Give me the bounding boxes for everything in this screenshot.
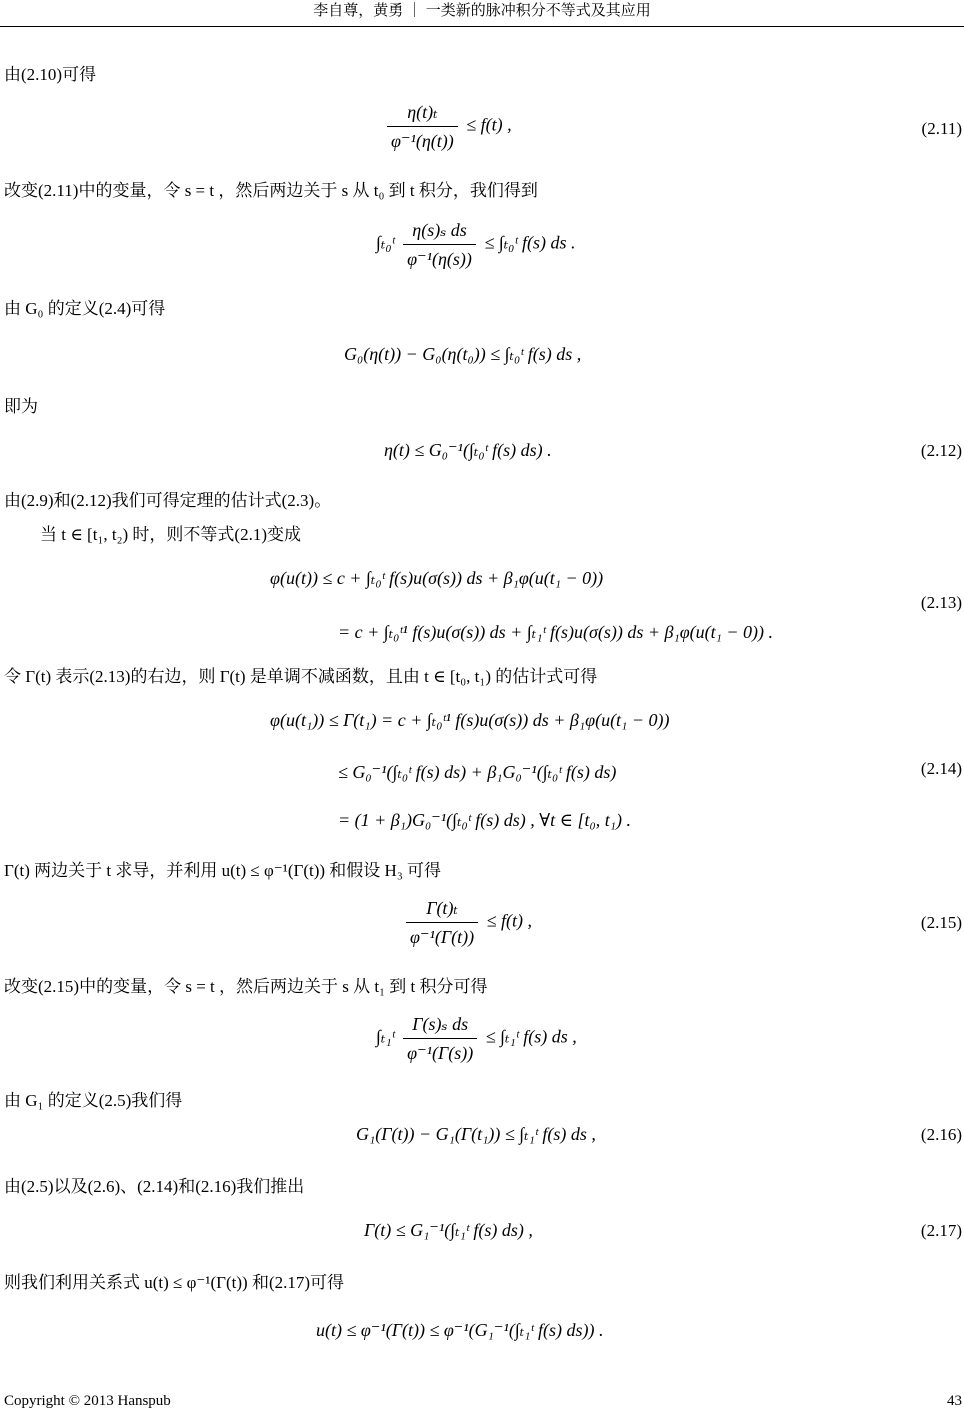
denominator: φ⁻¹(Γ(s))	[407, 1043, 474, 1063]
integral-sign: ∫ₜ₀ᵗ	[376, 232, 395, 253]
para-line-8: Γ(t) 两边关于 t 求导，并利用 u(t) ≤ φ⁻¹(Γ(t)) 和假设 H₃ 可得	[4, 861, 442, 880]
equation-2-14-line-3: = (1 + β₁)G₀⁻¹(∫ₜ₀ᵗ f(s) ds) , ∀t ∈ [t₀, t₁) .	[338, 810, 632, 830]
equation-g0: G₀(η(t)) − G₀(η(t₀)) ≤ ∫ₜ₀ᵗ f(s) ds ,	[344, 344, 582, 364]
denominator: φ⁻¹(η(t))	[391, 131, 454, 151]
para-line-1: 由(2.10)可得	[4, 65, 97, 84]
para-line-4: 即为	[4, 397, 38, 416]
equation-integral-eta	[376, 218, 575, 271]
equation-number: (2.17)	[920, 1221, 962, 1240]
numerator: η(t)ₜ	[387, 100, 458, 127]
integral-sign: ∫ₜ₁ᵗ	[376, 1026, 395, 1047]
equation-2-13-line-1: φ(u(t)) ≤ c + ∫ₜ₀ᵗ f(s)u(σ(s)) ds + β₁φ(u(t₁ − 0))	[270, 568, 604, 588]
fraction	[403, 1012, 477, 1065]
equation-2-11	[383, 100, 512, 153]
para-line-2: 改变(2.11)中的变量，令 s = t ，然后两边关于 s 从 t₀ 到 t 积分，我们得到	[4, 181, 538, 200]
equation-rhs: ≤ f(t) ,	[466, 114, 512, 135]
fraction	[387, 100, 458, 153]
equation-2-13-line-2: = c + ∫ₜ₀ᵗ¹ f(s)u(σ(s)) ds + ∫ₜ₁ᵗ f(s)u(σ(s)) ds + β₁φ(u(t₁ − 0)) .	[338, 622, 774, 642]
para-line-12: 则我们利用关系式 u(t) ≤ φ⁻¹(Γ(t)) 和(2.17)可得	[4, 1273, 345, 1292]
para-line-11: 由(2.5)以及(2.6)、(2.14)和(2.16)我们推出	[4, 1177, 305, 1196]
para-line-9: 改变(2.15)中的变量，令 s = t ，然后两边关于 s 从 t₁ 到 t 积分可得	[4, 977, 488, 996]
page-number: 43	[947, 1393, 962, 1409]
footer-copyright: Copyright © 2013 Hanspub	[4, 1393, 171, 1409]
equation-2-16: G₁(Γ(t)) − G₁(Γ(t₁)) ≤ ∫ₜ₁ᵗ f(s) ds ,	[356, 1124, 596, 1144]
equation-2-12: η(t) ≤ G₀⁻¹(∫ₜ₀ᵗ f(s) ds) .	[384, 440, 552, 460]
equation-integral-gamma	[376, 1012, 577, 1065]
para-line-3: 由 G₀ 的定义(2.4)可得	[4, 299, 166, 318]
equation-final: u(t) ≤ φ⁻¹(Γ(t)) ≤ φ⁻¹(G₁⁻¹(∫ₜ₁ᵗ f(s) ds)) .	[316, 1320, 604, 1340]
equation-rhs: ≤ f(t) ,	[486, 910, 532, 931]
equation-number: (2.15)	[920, 913, 962, 932]
running-header: 李自尊，黄勇 ｜ 一类新的脉冲积分不等式及其应用	[0, 0, 964, 27]
numerator: η(s)ₛ ds	[403, 218, 476, 245]
equation-2-14-line-1: φ(u(t₁)) ≤ Γ(t₁) = c + ∫ₜ₀ᵗ¹ f(s)u(σ(s)) ds + β₁φ(u(t₁ − 0))	[270, 710, 670, 730]
equation-number: (2.13)	[920, 593, 962, 612]
denominator: φ⁻¹(η(s))	[407, 249, 472, 269]
fraction	[403, 218, 476, 271]
equation-number: (2.12)	[920, 441, 962, 460]
equation-2-14-line-2: ≤ G₀⁻¹(∫ₜ₀ᵗ f(s) ds) + β₁G₀⁻¹(∫ₜ₀ᵗ f(s) ds)	[338, 762, 617, 782]
equation-number: (2.16)	[920, 1125, 962, 1144]
fraction	[406, 896, 478, 949]
numerator: Γ(s)ₛ ds	[403, 1012, 477, 1039]
equation-number: (2.14)	[920, 759, 962, 778]
denominator: φ⁻¹(Γ(t))	[410, 927, 475, 947]
equation-2-15	[402, 896, 532, 949]
equation-2-17: Γ(t) ≤ G₁⁻¹(∫ₜ₁ᵗ f(s) ds) ,	[364, 1220, 533, 1240]
para-line-5: 由(2.9)和(2.12)我们可得定理的估计式(2.3)。	[4, 491, 332, 510]
numerator: Γ(t)ₜ	[406, 896, 478, 923]
para-line-7: 令 Γ(t) 表示(2.13)的右边，则 Γ(t) 是单调不减函数，且由 t ∈ [t₀, t₁) 的估计式可得	[4, 667, 598, 686]
equation-number: (2.11)	[921, 119, 962, 138]
para-line-10: 由 G₁ 的定义(2.5)我们得	[4, 1091, 183, 1110]
para-line-6: 当 t ∈ [t₁, t₂) 时，则不等式(2.1)变成	[40, 525, 302, 544]
equation-rhs: ≤ ∫ₜ₀ᵗ f(s) ds .	[484, 232, 576, 253]
equation-rhs: ≤ ∫ₜ₁ᵗ f(s) ds ,	[485, 1026, 577, 1047]
